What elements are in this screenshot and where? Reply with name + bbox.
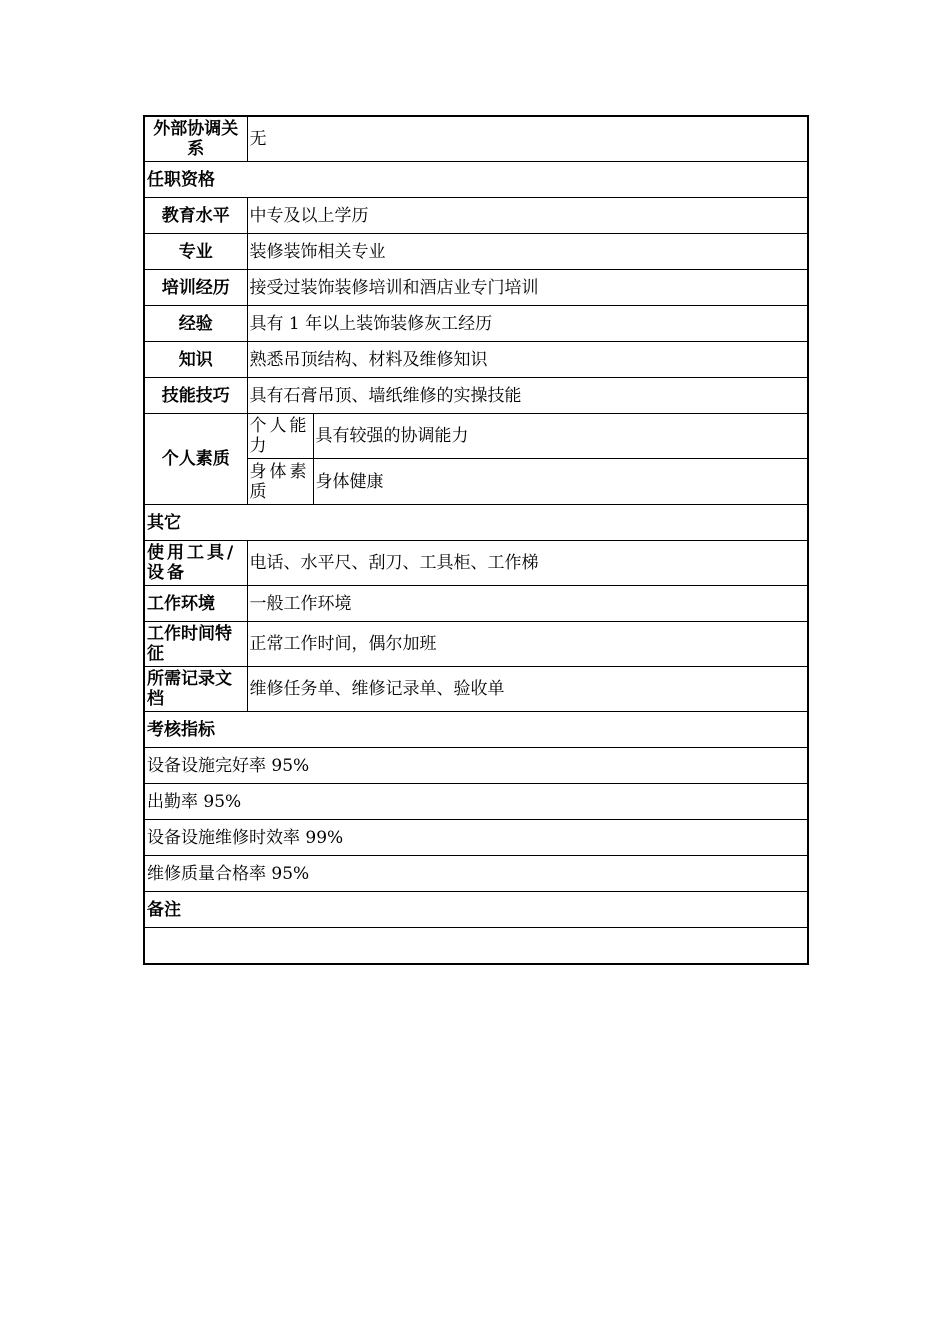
other-value: 电话、水平尺、刮刀、工具柜、工作梯 — [247, 541, 808, 586]
qualification-value: 具有 1 年以上装饰装修灰工经历 — [247, 306, 808, 342]
personal-quality-row — [144, 414, 808, 459]
external-coordination-row — [144, 116, 808, 162]
other-row — [144, 667, 808, 712]
qualification-value: 接受过装饰装修培训和酒店业专门培训 — [247, 270, 808, 306]
other-label: 所需记录文档 — [144, 667, 247, 712]
qualification-value: 装修装饰相关专业 — [247, 234, 808, 270]
other-value: 一般工作环境 — [247, 586, 808, 622]
qualification-row — [144, 198, 808, 234]
personal-quality-label: 个人素质 — [144, 414, 247, 505]
kpi-item: 设备设施完好率 95% — [144, 748, 808, 784]
personal-subitem-value: 身体健康 — [313, 459, 808, 505]
personal-subitem-label: 身体素质 — [247, 459, 313, 505]
other-value: 正常工作时间，偶尔加班 — [247, 622, 808, 667]
kpi-item: 维修质量合格率 95% — [144, 856, 808, 892]
other-value: 维修任务单、维修记录单、验收单 — [247, 667, 808, 712]
qualification-row — [144, 306, 808, 342]
kpi-row — [144, 748, 808, 784]
qualification-label: 技能技巧 — [144, 378, 247, 414]
other-label: 工作时间特征 — [144, 622, 247, 667]
qualifications-title: 任职资格 — [144, 162, 808, 198]
qualification-row — [144, 270, 808, 306]
qualification-row — [144, 378, 808, 414]
remarks-value — [144, 928, 808, 965]
other-title: 其它 — [144, 505, 808, 541]
qualification-row — [144, 234, 808, 270]
kpi-row — [144, 856, 808, 892]
qualification-label: 专业 — [144, 234, 247, 270]
kpi-row — [144, 820, 808, 856]
qualifications-header-row — [144, 162, 808, 198]
remarks-title: 备注 — [144, 892, 808, 928]
remarks-header-row — [144, 892, 808, 928]
personal-subitem-label: 个人能力 — [247, 414, 313, 459]
other-row — [144, 541, 808, 586]
external-coordination-value: 无 — [247, 116, 808, 162]
other-row — [144, 622, 808, 667]
qualification-label: 经验 — [144, 306, 247, 342]
qualification-value: 熟悉吊顶结构、材料及维修知识 — [247, 342, 808, 378]
other-label: 工作环境 — [144, 586, 247, 622]
qualification-value: 具有石膏吊顶、墙纸维修的实操技能 — [247, 378, 808, 414]
job-description-table — [143, 115, 809, 965]
kpi-header-row — [144, 712, 808, 748]
kpi-row — [144, 784, 808, 820]
external-coordination-label: 外部协调关系 — [144, 116, 247, 162]
qualification-row — [144, 342, 808, 378]
qualification-label: 教育水平 — [144, 198, 247, 234]
other-header-row — [144, 505, 808, 541]
qualification-value: 中专及以上学历 — [247, 198, 808, 234]
personal-subitem-value: 具有较强的协调能力 — [313, 414, 808, 459]
other-row — [144, 586, 808, 622]
other-label: 使用工具/设备 — [144, 541, 247, 586]
qualification-label: 培训经历 — [144, 270, 247, 306]
kpi-title: 考核指标 — [144, 712, 808, 748]
kpi-item: 设备设施维修时效率 99% — [144, 820, 808, 856]
qualification-label: 知识 — [144, 342, 247, 378]
remarks-row — [144, 928, 808, 965]
kpi-item: 出勤率 95% — [144, 784, 808, 820]
